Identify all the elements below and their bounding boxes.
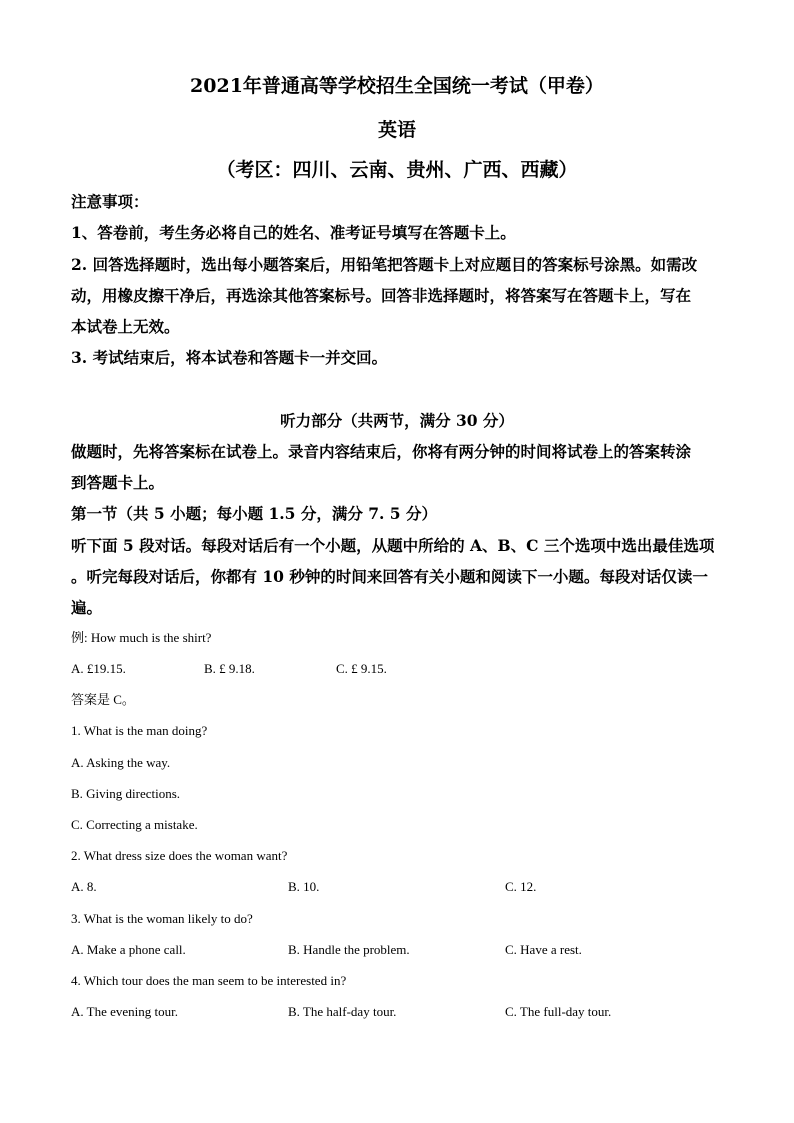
question-4: 4. Which tour does the man seem to be interested in?	[71, 973, 347, 988]
listening-intro-line-1: 做题时，先将答案标在试卷上。录音内容结束后，你将有两分钟的时间将试卷上的答案转涂	[71, 442, 692, 461]
region-subtitle: （考区：四川、云南、贵州、广西、西藏）	[216, 159, 578, 181]
section1-instructions-line-1: 听下面 5 段对话。每段对话后有一个小题，从题中所给的 A、B、C 三个选项中选出最佳选项	[71, 536, 715, 555]
notice-heading: 注意事项：	[71, 192, 149, 211]
section1-instructions-line-3: 遍。	[71, 598, 103, 617]
section1-heading: 第一节（共 5 小题；每小题 1.5 分，满分 7. 5 分）	[71, 504, 437, 523]
question-1-option-c: C. Correcting a mistake.	[71, 817, 198, 832]
question-3-option-a: A. Make a phone call.	[71, 942, 186, 957]
notice-item-2-line-2: 动，用橡皮擦干净后，再选涂其他答案标号。回答非选择题时，将答案写在答题卡上，写在	[71, 286, 692, 305]
question-1-option-b: B. Giving directions.	[71, 786, 181, 801]
section1-instructions-line-2: 。听完每段对话后，你都有 10 秒钟的时间来回答有关小题和阅读下一小题。每段对话仅读一	[71, 567, 708, 586]
example-option-a: A. £19.15.	[71, 661, 126, 676]
question-3: 3. What is the woman likely to do?	[71, 911, 253, 926]
notice-item-1: 1、答卷前，考生务必将自己的姓名、准考证号填写在答题卡上。	[71, 223, 516, 242]
question-4-option-b: B. The half-day tour.	[288, 1004, 397, 1019]
example-answer: 答案是 C。	[71, 692, 135, 707]
notice-item-2-line-3: 本试卷上无效。	[71, 317, 180, 336]
example-option-b: B. £ 9.18.	[204, 661, 255, 676]
question-1-option-a: A. Asking the way.	[71, 755, 171, 770]
question-4-option-c: C. The full-day tour.	[505, 1004, 612, 1019]
listening-heading: 听力部分（共两节，满分 30 分）	[280, 411, 514, 430]
question-3-option-c: C. Have a rest.	[505, 942, 582, 957]
question-2-option-b: B. 10.	[288, 879, 320, 894]
question-2-option-a: A. 8.	[71, 879, 97, 894]
notice-item-2-line-1: 2. 回答选择题时，选出每小题答案后，用铅笔把答题卡上对应题目的答案标号涂黑。如需改	[71, 255, 698, 274]
notice-item-3: 3. 考试结束后，将本试卷和答题卡一并交回。	[71, 348, 388, 367]
question-3-option-b: B. Handle the problem.	[288, 942, 410, 957]
example-question: 例: How much is the shirt?	[71, 630, 212, 645]
question-4-option-a: A. The evening tour.	[71, 1004, 178, 1019]
subject-title: 英语	[377, 119, 416, 141]
exam-title: 2021年普通高等学校招生全国统一考试（甲卷）	[190, 75, 604, 97]
question-2-option-c: C. 12.	[505, 879, 537, 894]
listening-intro-line-2: 到答题卡上。	[71, 473, 165, 492]
example-option-c: C. £ 9.15.	[336, 661, 387, 676]
question-2: 2. What dress size does the woman want?	[71, 848, 288, 863]
question-1: 1. What is the man doing?	[71, 723, 208, 738]
